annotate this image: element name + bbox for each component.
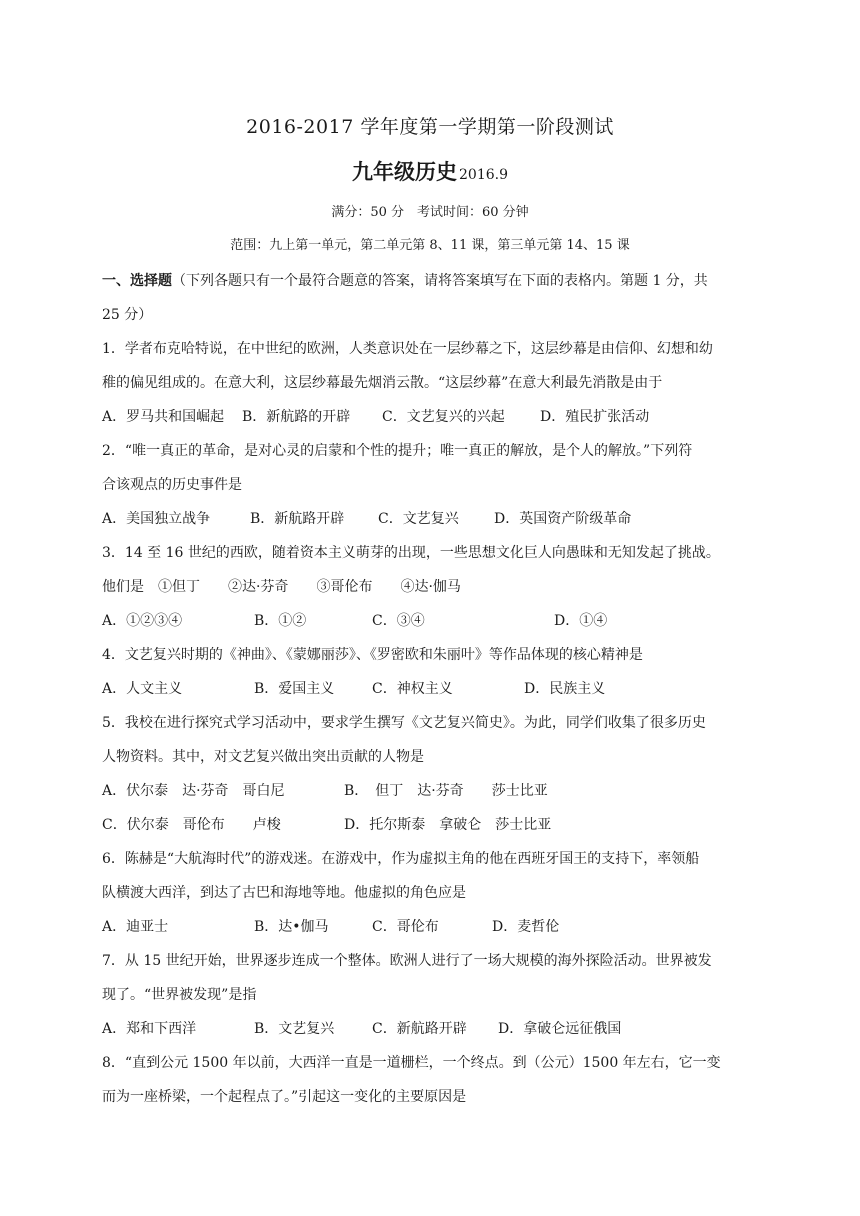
- question-2-line-1: 2．“唯一真正的革命，是对心灵的启蒙和个性的提升；唯一真正的解放，是个人的解放。”下列符: [102, 443, 693, 459]
- question-5-options-cd: [102, 808, 762, 842]
- question-1-option-c: C．文艺复兴的兴起: [382, 409, 505, 425]
- question-4-option-b: B．爱国主义: [254, 681, 335, 697]
- question-2-option-d: D．英国资产阶级革命: [494, 511, 632, 527]
- question-1-options: [102, 400, 762, 434]
- question-6-options: [102, 910, 762, 944]
- question-8-line-2: 而为一座桥梁，一个起程点了。”引起这一变化的主要原因是: [102, 1089, 467, 1105]
- section-instruction-cont: 25 分）: [102, 307, 153, 323]
- question-3-line-1: 3．14 至 16 世纪的西欧，随着资本主义萌芽的出现，一些思想文化巨人向愚昧和无知发起了挑战。: [102, 545, 720, 561]
- question-2-options: [102, 502, 762, 536]
- question-8-line-1: 8．“直到公元 1500 年以前，大西洋一直是一道栅栏，一个终点。到（公元）1500 年左右，它一变: [102, 1055, 721, 1071]
- question-5-line-2: 人物资料。其中，对文艺复兴做出突出贡献的人物是: [102, 749, 424, 765]
- question-2-option-c: C．文艺复兴: [378, 511, 459, 527]
- question-7-line-2: 现了。“世界被发现”是指: [102, 987, 257, 1003]
- question-5-option-c: C．伏尔泰 哥伦布 卢梭: [102, 817, 281, 833]
- question-7-options: [102, 1012, 762, 1046]
- question-4-options: [102, 672, 762, 706]
- question-5-option-d: D．托尔斯泰 拿破仑 莎士比亚: [344, 817, 552, 833]
- question-4-option-c: C．神权主义: [372, 681, 453, 697]
- section-instruction-line: [102, 264, 762, 298]
- question-7-option-b: B．文艺复兴: [254, 1021, 335, 1037]
- question-6-option-b: B．达•伽马: [254, 919, 329, 935]
- question-5-options-ab: [102, 774, 762, 808]
- question-1-line-1: 1．学者布克哈特说，在中世纪的欧洲，人类意识处在一层纱幕之下，这层纱幕是由信仰、幻想和幼: [102, 341, 713, 357]
- question-3-option-c: C．③④: [372, 613, 425, 629]
- question-1-option-b: B．新航路的开辟: [242, 409, 351, 425]
- question-2-line-2: 合该观点的历史事件是: [102, 477, 242, 493]
- section-heading: 一、选择题: [102, 273, 172, 289]
- question-3-option-d: D．①④: [554, 613, 608, 629]
- exam-subtitle: [0, 156, 860, 186]
- question-7-option-c: C．新航路开辟: [372, 1021, 467, 1037]
- exam-date: 2016.9: [459, 167, 508, 183]
- subject-title: 九年级历史: [352, 159, 457, 184]
- question-4-option-a: A．人文主义: [102, 681, 183, 697]
- exam-scope: 范围：九上第一单元，第二单元第 8、11 课，第三单元第 14、15 课: [230, 238, 630, 253]
- question-2-option-b: B．新航路开辟: [250, 511, 345, 527]
- question-7-option-d: D．拿破仑远征俄国: [498, 1021, 622, 1037]
- question-6-line-2: 队横渡大西洋，到达了古巴和海地等地。他虚拟的角色应是: [102, 885, 466, 901]
- question-6-option-d: D．麦哲伦: [492, 919, 560, 935]
- exam-title: 2016-2017 学年度第一学期第一阶段测试: [246, 116, 614, 138]
- score-time-info: 满分：50 分 考试时间：60 分钟: [331, 205, 529, 220]
- section-instruction: （下列各题只有一个最符合题意的答案，请将答案填写在下面的表格内。第题 1 分，共: [172, 273, 708, 289]
- question-1-line-2: 稚的偏见组成的。在意大利，这层纱幕最先烟消云散。“这层纱幕”在意大利最先消散是由于: [102, 375, 663, 391]
- question-6-line-1: 6．陈赫是“大航海时代”的游戏迷。在游戏中，作为虚拟主角的他在西班牙国王的支持下，率领船: [102, 851, 700, 867]
- question-3-option-b: B．①②: [254, 613, 307, 629]
- question-2-option-a: A．美国独立战争: [102, 511, 211, 527]
- question-6-option-a: A．迪亚士: [102, 919, 169, 935]
- question-5-line-1: 5．我校在进行探究式学习活动中，要求学生撰写《文艺复兴简史》。为此，同学们收集了很多历史: [102, 715, 706, 731]
- question-1-option-a: A．罗马共和国崛起: [102, 409, 225, 425]
- question-3-options: [102, 604, 762, 638]
- question-7-line-1: 7．从 15 世纪开始，世界逐步连成一个整体。欧洲人进行了一场大规模的海外探险活动。世界被发: [102, 953, 712, 969]
- question-7-option-a: A．郑和下西洋: [102, 1021, 197, 1037]
- question-5-option-a: A．伏尔泰 达·芬奇 哥白尼: [102, 783, 285, 799]
- question-4-option-d: D．民族主义: [524, 681, 606, 697]
- exam-body: [102, 264, 762, 1114]
- question-5-option-b: B． 但丁 达·芬奇 莎士比亚: [344, 783, 548, 799]
- question-1-option-d: D．殖民扩张活动: [540, 409, 650, 425]
- question-3-line-2: 他们是 ①但丁 ②达·芬奇 ③哥伦布 ④达·伽马: [102, 579, 461, 595]
- question-3-option-a: A．①②③④: [102, 613, 183, 629]
- question-4-line-1: 4．文艺复兴时期的《神曲》、《蒙娜丽莎》、《罗密欧和朱丽叶》等作品体现的核心精神是: [102, 647, 643, 663]
- question-6-option-c: C．哥伦布: [372, 919, 439, 935]
